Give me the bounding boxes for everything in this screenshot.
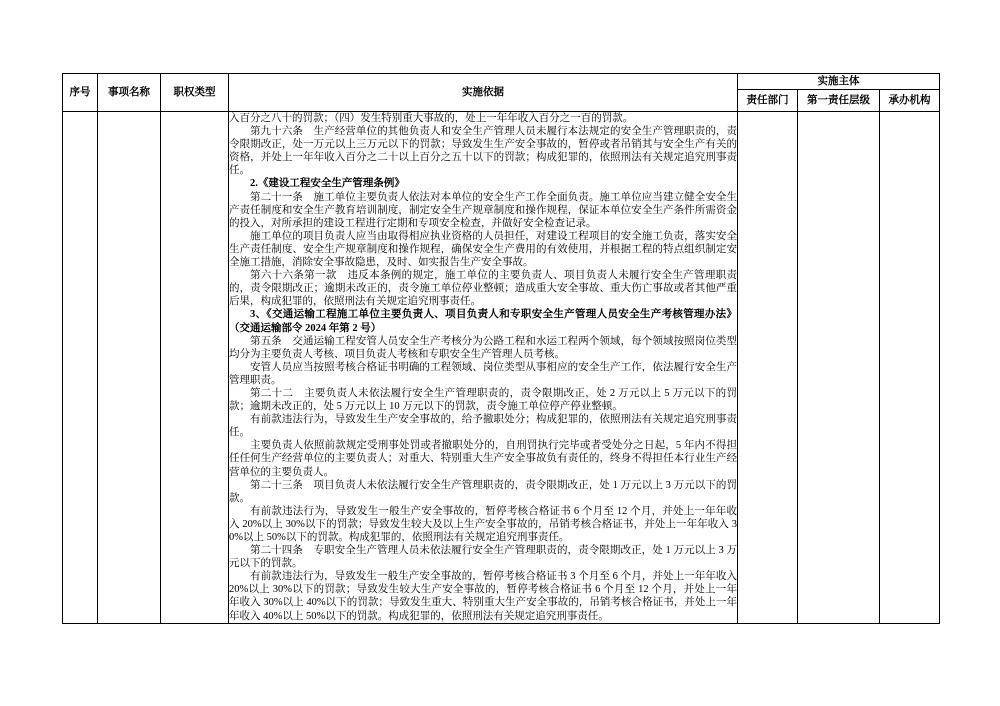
legal-paragraph: 第二十一条 施工单位主要负责人依法对本单位的安全生产工作全面负责。施工单位应当建立健全安全生产责任制度和安全生产教育培训制度，制定安全生产规章制度和操作规程，保证本单位安全生产条件所需资金的投入，对所承担的建设工程进行定期和专项安全检查，并做好安全检查记录。: [229, 191, 737, 229]
legal-paragraph: 第九十六条 生产经营单位的其他负责人和安全生产管理人员未履行本法规定的安全生产管理职责的，责令限期改正，处一万元以上三万元以下的罚款；导致发生生产安全事故的，暂停或者吊销其与安全生产有关的资格，并处上一年年收入百分之二十以上百分之五十以下的罚款；构成犯罪的，依照刑法有关规定追究刑事责任。: [229, 126, 737, 177]
cell-implementation-basis: [229, 112, 738, 624]
cell-handling-organization: [880, 112, 940, 624]
legal-basis-text: [229, 112, 737, 623]
column-header-implementation-basis: 实施依据: [229, 74, 738, 112]
table-header-row-1: [63, 74, 940, 90]
column-header-handling-organization: 承办机构: [880, 90, 940, 112]
authority-matrix-table: [62, 73, 940, 624]
legal-paragraph: 主要负责人依照前款规定受刑事处罚或者撤职处分的，自刑罚执行完毕或者受处分之日起，5 年内不得担任任何生产经营单位的主要负责人；对重大、特别重大生产安全事故负有责任的，终身不得担任本行业生产经营单位的主要负责人。: [229, 440, 737, 478]
legal-paragraph: 第六十六条第一款 违反本条例的规定，施工单位的主要负责人、项目负责人未履行安全生产管理职责的，责令限期改正；逾期未改正的，责令施工单位停业整顿；造成重大安全事故、重大伤亡事故或者其他严重后果，构成犯罪的，依照刑法有关规定追究刑事责任。: [229, 270, 737, 308]
table-row: [63, 112, 940, 624]
legal-paragraph: 有前款违法行为，导致发生生产安全事故的，给予撤职处分；构成犯罪的，依照刑法有关规定追究刑事责任。: [229, 414, 737, 439]
cell-seq: [63, 112, 98, 624]
column-header-responsible-department: 责任部门: [738, 90, 798, 112]
column-header-seq: 序号: [63, 74, 98, 112]
cell-item-name: [98, 112, 161, 624]
column-header-implementation-subject: 实施主体: [738, 74, 940, 90]
legal-paragraph: 有前款违法行为，导致发生一般生产安全事故的，暂停考核合格证书 3 个月至 6 个月，并处上一年年收入 20%以上 30%以下的罚款；导致发生较大生产安全事故的，暂停考核合格证书 6 个月至 12 个月，并处上一年年收入 30%以上 40%以下的罚款；导致发生重大、特别重大生产安全事故的，吊销考核合格证书，并处上一年年收入 40%以上 50%以下的罚款。构成犯罪的，依照刑法有关规定追究刑事责任。: [229, 571, 737, 622]
legal-paragraph: 2.《建设工程安全生产管理条例》: [250, 178, 405, 190]
legal-paragraph: 3、《交通运输工程施工单位主要负责人、项目负责人和专职安全生产管理人员安全生产考核管理办法》（交通运输部令 2024 年第 2 号）: [229, 309, 737, 334]
legal-paragraph: 施工单位的项目负责人应当由取得相应执业资格的人员担任，对建设工程项目的安全施工负责，落实安全生产责任制度、安全生产规章制度和操作规程，确保安全生产费用的有效使用，并根据工程的特点组织制定安全施工措施，消除安全事故隐患，及时、如实报告生产安全事故。: [229, 230, 737, 269]
legal-paragraph: 入百分之八十的罚款；（四）发生特别重大事故的，处上一年年收入百分之一百的罚款。: [229, 113, 634, 124]
legal-paragraph: 第二十二 主要负责人未依法履行安全生产管理职责的，责令限期改正，处 2 万元以上 5 万元以下的罚款；逾期未改正的，处 5 万元以上 10 万元以下的罚款，责令施工单位停产停业整顿。: [229, 387, 737, 413]
column-header-authority-type: 职权类型: [161, 74, 229, 112]
column-header-item-name: 事项名称: [98, 74, 161, 112]
cell-authority-type: [161, 112, 229, 624]
legal-paragraph: 第二十四条 专职安全生产管理人员未依法履行安全生产管理职责的，责令限期改正，处 1 万元以上 3 万元以下的罚款。: [229, 545, 737, 570]
cell-first-responsibility-level: [798, 112, 880, 624]
legal-paragraph: 第五条 交通运输工程安管人员安全生产考核分为公路工程和水运工程两个领域，每个领域按照岗位类型均分为主要负责人考核、项目负责人考核和专职安全生产管理人员考核。: [229, 335, 737, 360]
legal-paragraph: 有前款违法行为，导致发生一般生产安全事故的，暂停考核合格证书 6 个月至 12 个月，并处上一年年收入 20%以上 30%以下的罚款；导致发生较大及以上生产安全事故的，吊销考核合格证书，并处上一年年收入 30%以上 50%以下的罚款。构成犯罪的，依照刑法有关规定追究刑事责任。: [229, 505, 737, 543]
legal-paragraph: 第二十三条 项目负责人未依法履行安全生产管理职责的，责令限期改正，处 1 万元以上 3 万元以下的罚款。: [229, 479, 737, 504]
legal-paragraph: 安管人员应当按照考核合格证书明确的工程领域、岗位类型从事相应的安全生产工作，依法履行安全生产管理职责。: [229, 361, 737, 386]
column-header-first-responsibility-level: 第一责任层级: [798, 90, 880, 112]
cell-responsible-department: [738, 112, 798, 624]
